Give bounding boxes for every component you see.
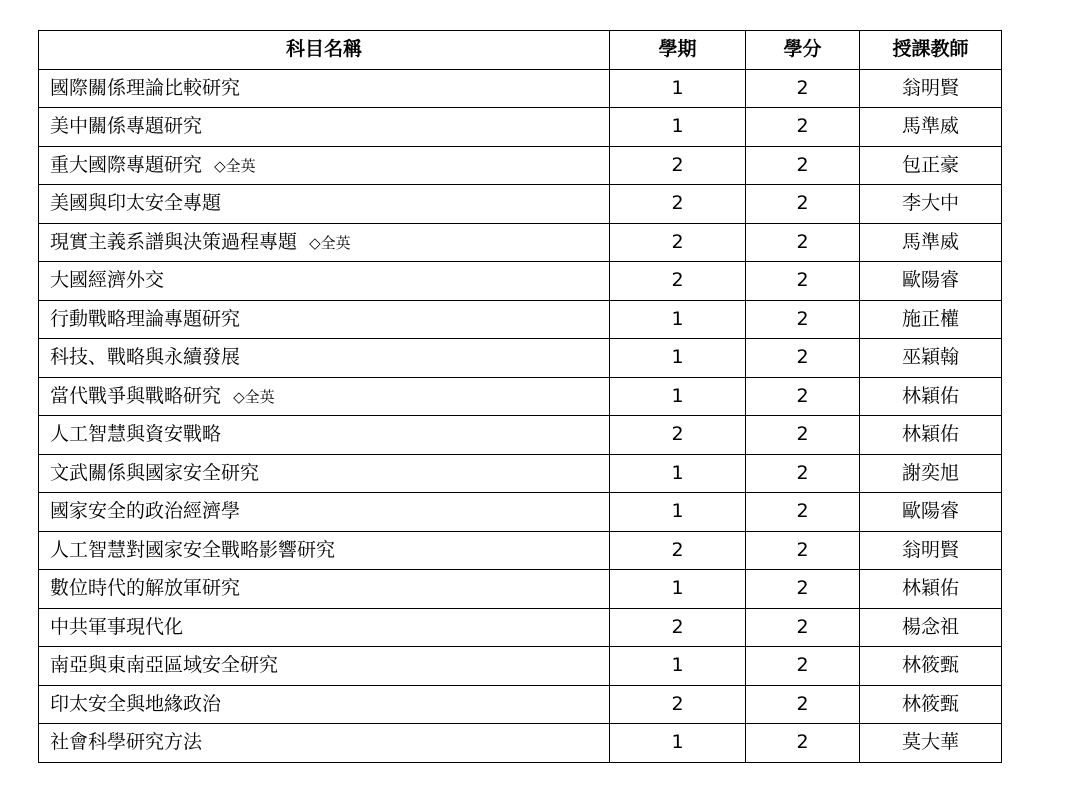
table-row [39,570,1002,609]
course-name: 印太安全與地緣政治 [50,692,222,715]
course-name: 科技、戰略與永續發展 [50,346,241,369]
term-cell: 1 [610,570,746,609]
teacher-cell: 林穎佑 [860,416,1002,455]
course-name-cell [39,108,610,147]
teacher-cell: 包正豪 [860,146,1002,185]
header-term: 學期 [610,31,746,70]
course-name: 數位時代的解放軍研究 [50,577,241,600]
teacher-cell: 翁明賢 [860,69,1002,108]
table-row [39,493,1002,532]
term-cell: 1 [610,454,746,493]
table-row [39,69,1002,108]
table-row [39,416,1002,455]
credit-cell: 2 [746,339,860,378]
course-name: 文武關係與國家安全研究 [50,461,260,484]
teacher-cell: 楊念祖 [860,608,1002,647]
course-name-cell [39,262,610,301]
credit-cell: 2 [746,416,860,455]
credit-cell: 2 [746,69,860,108]
teacher-cell: 巫穎翰 [860,339,1002,378]
table-row [39,262,1002,301]
course-name: 美國與印太安全專題 [50,192,222,215]
course-name-cell [39,647,610,686]
course-name-cell [39,685,610,724]
course-name-cell [39,185,610,224]
english-taught-mark: ◇全英 [214,156,256,175]
teacher-cell: 施正權 [860,300,1002,339]
term-cell: 1 [610,647,746,686]
term-cell: 1 [610,108,746,147]
teacher-cell: 歐陽睿 [860,493,1002,532]
header-credit: 學分 [746,31,860,70]
english-taught-mark: ◇全英 [309,233,351,252]
term-cell: 2 [610,146,746,185]
course-name: 當代戰爭與戰略研究 [50,384,222,407]
table-row [39,223,1002,262]
course-name-cell [39,146,610,185]
credit-cell: 2 [746,223,860,262]
term-cell: 1 [610,69,746,108]
table-row [39,146,1002,185]
term-cell: 2 [610,262,746,301]
course-name: 行動戰略理論專題研究 [50,307,241,330]
course-name-cell [39,377,610,416]
table-row [39,724,1002,763]
credit-cell: 2 [746,724,860,763]
credit-cell: 2 [746,531,860,570]
credit-cell: 2 [746,608,860,647]
teacher-cell: 翁明賢 [860,531,1002,570]
course-name: 國際關係理論比較研究 [50,76,241,99]
teacher-cell: 林筱甄 [860,647,1002,686]
teacher-cell: 歐陽睿 [860,262,1002,301]
credit-cell: 2 [746,262,860,301]
credit-cell: 2 [746,377,860,416]
term-cell: 2 [610,685,746,724]
course-name-cell [39,570,610,609]
table-row [39,608,1002,647]
course-name-cell [39,339,610,378]
course-name-cell [39,223,610,262]
table-row [39,531,1002,570]
header-teacher: 授課教師 [860,31,1002,70]
course-name-cell [39,454,610,493]
credit-cell: 2 [746,493,860,532]
course-name: 南亞與東南亞區域安全研究 [50,654,279,677]
table-body [39,69,1002,762]
table-row [39,339,1002,378]
course-name-cell [39,724,610,763]
table-row [39,300,1002,339]
term-cell: 1 [610,493,746,532]
teacher-cell: 莫大華 [860,724,1002,763]
table-row [39,185,1002,224]
course-name-cell [39,69,610,108]
credit-cell: 2 [746,185,860,224]
course-name: 中共軍事現代化 [50,615,184,638]
course-table [38,30,1002,763]
header-course-name: 科目名稱 [39,31,610,70]
term-cell: 1 [610,339,746,378]
course-name-cell [39,493,610,532]
teacher-cell: 林筱甄 [860,685,1002,724]
term-cell: 2 [610,185,746,224]
table-row [39,647,1002,686]
course-name: 現實主義系譜與決策過程專題 [50,230,298,253]
course-name-cell [39,300,610,339]
credit-cell: 2 [746,300,860,339]
credit-cell: 2 [746,647,860,686]
teacher-cell: 謝奕旭 [860,454,1002,493]
course-name-cell [39,416,610,455]
teacher-cell: 林穎佑 [860,570,1002,609]
english-taught-mark: ◇全英 [233,387,275,406]
teacher-cell: 李大中 [860,185,1002,224]
course-name: 國家安全的政治經濟學 [50,500,241,523]
course-name: 重大國際專題研究 [50,153,203,176]
credit-cell: 2 [746,146,860,185]
credit-cell: 2 [746,454,860,493]
course-name: 美中關係專題研究 [50,115,203,138]
course-name-cell [39,531,610,570]
term-cell: 2 [610,531,746,570]
course-name: 社會科學研究方法 [50,731,203,754]
term-cell: 1 [610,300,746,339]
teacher-cell: 馬準威 [860,108,1002,147]
credit-cell: 2 [746,685,860,724]
term-cell: 1 [610,724,746,763]
credit-cell: 2 [746,570,860,609]
table-header-row [39,31,1002,70]
course-name-cell [39,608,610,647]
credit-cell: 2 [746,108,860,147]
teacher-cell: 林穎佑 [860,377,1002,416]
term-cell: 1 [610,377,746,416]
table-row [39,454,1002,493]
table-row [39,377,1002,416]
term-cell: 2 [610,223,746,262]
term-cell: 2 [610,608,746,647]
table-row [39,108,1002,147]
course-name: 人工智慧對國家安全戰略影響研究 [50,538,336,561]
course-name: 人工智慧與資安戰略 [50,423,222,446]
teacher-cell: 馬準威 [860,223,1002,262]
course-name: 大國經濟外交 [50,269,165,292]
term-cell: 2 [610,416,746,455]
table-row [39,685,1002,724]
